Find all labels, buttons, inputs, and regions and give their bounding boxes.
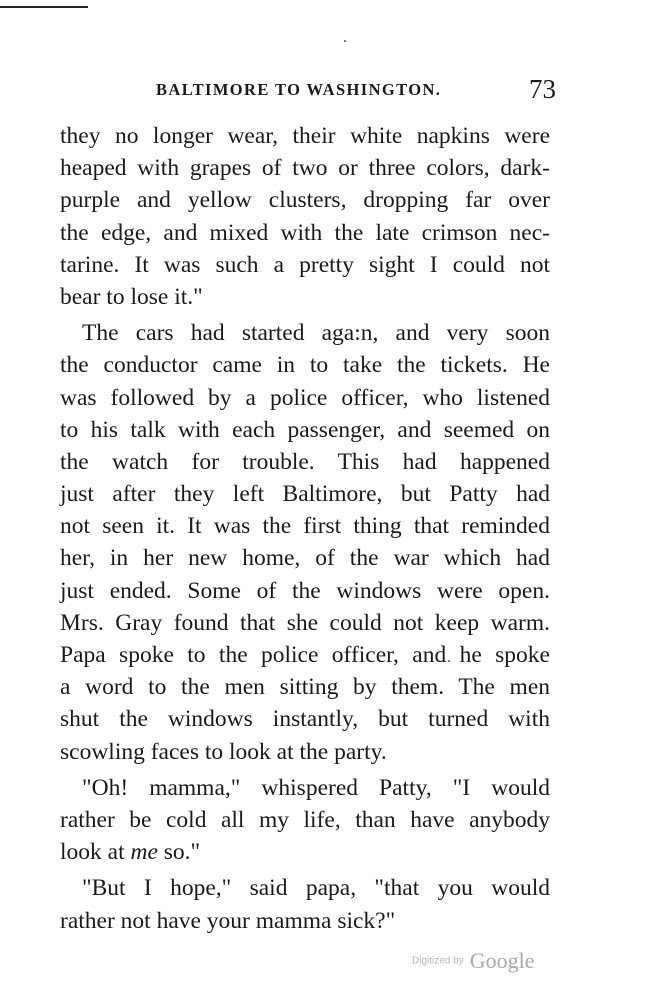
text-line: a word to the men sitting by them. The men bbox=[60, 674, 550, 701]
corner-rule bbox=[0, 6, 88, 8]
body-text bbox=[60, 120, 550, 937]
digitized-by-google-watermark bbox=[412, 948, 552, 976]
paragraph bbox=[60, 772, 550, 869]
text-line: scowling faces to look at the party. bbox=[60, 738, 387, 765]
page-number: 73 bbox=[529, 74, 556, 104]
text-line: shut the windows instantly, but turned with bbox=[60, 706, 550, 733]
text-line: "Oh! mamma," whispered Patty, "I would bbox=[82, 774, 550, 801]
text-line: just ended. Some of the windows were open. bbox=[60, 577, 550, 604]
text-line: to his talk with each passenger, and seemed on bbox=[60, 416, 550, 443]
text-line: they no longer wear, their white napkins were bbox=[60, 123, 550, 149]
scan-speck bbox=[344, 40, 346, 42]
text-line: just after they left Baltimore, but Patty had bbox=[60, 481, 550, 508]
text-line: Mrs. Gray found that she could not keep warm. bbox=[60, 609, 550, 636]
text-line: "But I hope," said papa, "that you would bbox=[82, 875, 550, 902]
text-line: the watch for trouble. This had happened bbox=[60, 448, 550, 475]
text-line: look at me so." bbox=[60, 839, 201, 866]
text-line: her, in her new home, of the war which had bbox=[60, 545, 550, 572]
text-line: the edge, and mixed with the late crimson nec- bbox=[60, 219, 550, 246]
text-line: the conductor came in to take the tickets. He bbox=[60, 352, 550, 379]
text-line: purple and yellow clusters, dropping far over bbox=[60, 187, 550, 214]
paragraph bbox=[60, 317, 550, 768]
text-line: The cars had started aga:n, and very soon bbox=[82, 320, 550, 347]
text-line: heaped with grapes of two or three colors, dark- bbox=[60, 155, 550, 182]
text-line: rather be cold all my life, than have anybody bbox=[60, 806, 550, 833]
paragraph bbox=[60, 872, 550, 936]
digitized-by-label: Digitized by bbox=[412, 955, 464, 967]
google-logo-text: Google bbox=[469, 948, 535, 973]
text-line: Papa spoke to the police officer, and he spoke bbox=[60, 642, 550, 668]
paragraph bbox=[60, 120, 550, 313]
text-line: rather not have your mamma sick?" bbox=[60, 907, 396, 934]
text-line: bear to lose it." bbox=[60, 283, 203, 310]
text-line: tarine. It was such a pretty sight I could not bbox=[60, 251, 550, 278]
text-line: not seen it. It was the first thing that reminded bbox=[60, 513, 550, 540]
text-line: was followed by a police officer, who listened bbox=[60, 384, 550, 411]
running-head bbox=[60, 74, 568, 108]
running-title: BALTIMORE TO WASHINGTON. bbox=[156, 80, 442, 99]
